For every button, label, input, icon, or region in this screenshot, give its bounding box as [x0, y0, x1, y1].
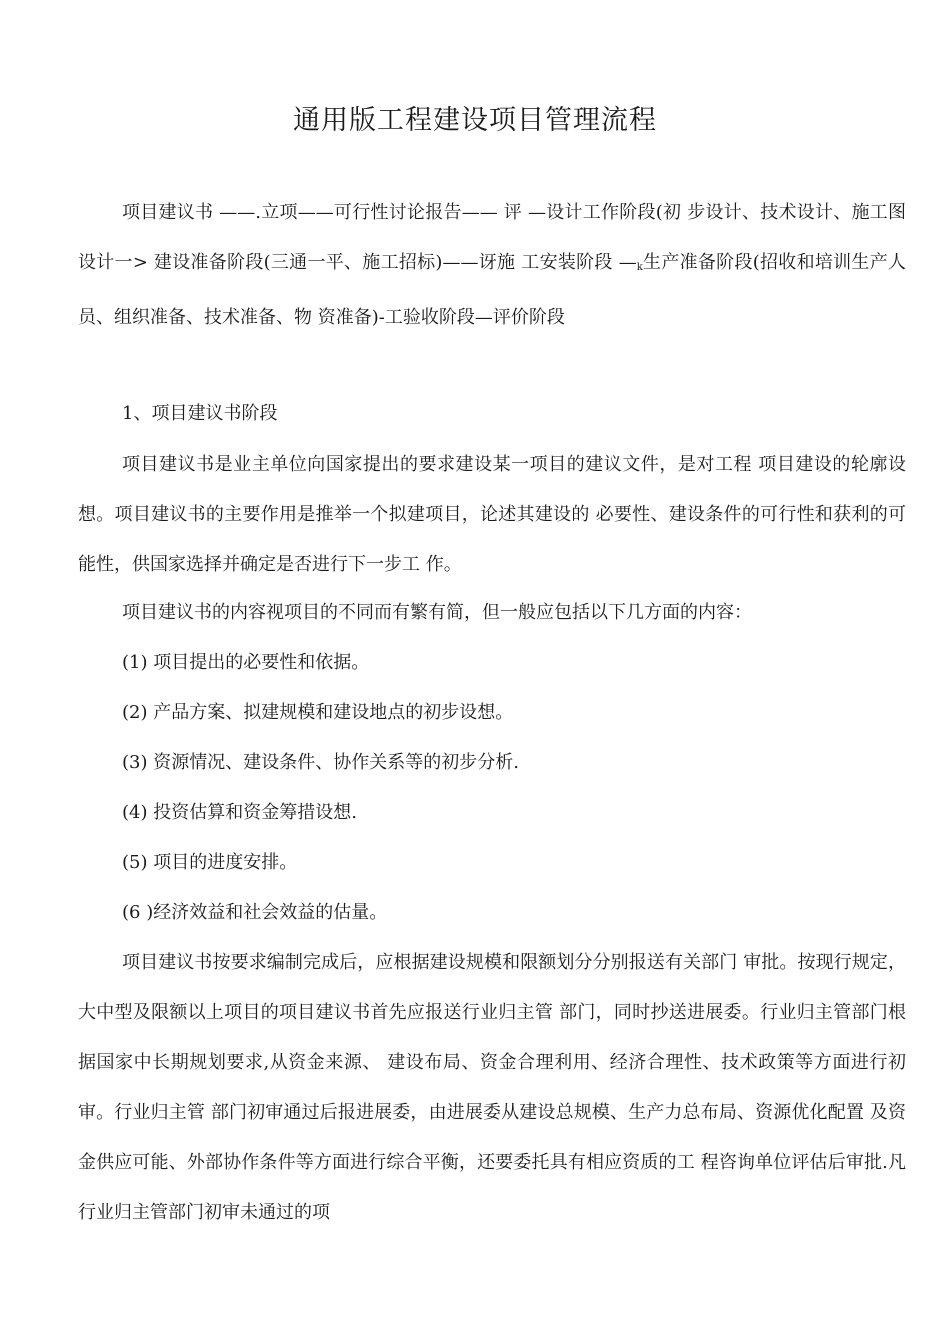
section-paragraph-2: 项目建议书的内容视项目的不同而有繁有简，但一般应包括以下几方面的内容： — [122, 602, 752, 623]
list-item: (2) 产品方案、拟建规模和建设地点的初步设想。 — [122, 702, 514, 723]
process-flow-paragraph — [78, 188, 906, 343]
list-item: (1) 项目提出的必要性和依据。 — [122, 652, 370, 673]
list-item: (4) 投资估算和资金筹措设想. — [122, 802, 357, 823]
section-paragraph-3: 项目建议书按要求编制完成后，应根据建设规模和限额划分分别报送有关部门 审批。按现行规定，大中型及限额以上项目的项目建议书首先应报送行业归主管 部门，同时抄送进展委。行业归主管部门根据国家中长期规划要求,从资金来源、 建设布局、资金合理利用、经济合理性、技术政策等方面进行初审。行业归主管 部门初审通过后报进展委，由进展委从建设总规模、生产力总布局、资源优化配置 及资金供应可能、外部协作条件等方面进行综合平衡，还要委托具有相应资质的工 程咨询单位评估后审批.凡行业归主管部门初审未通过的项 — [78, 952, 906, 1223]
process-flow-text-a: 项目建议书 ——.立项——可行性讨论报告—— 评 —设计工作阶段(初 步设计、技术设计、施工图设计一> 建设准备阶段(三通一平、施工招标)——讶施 工安装阶段 — — [78, 202, 906, 273]
document-title: 通用版工程建设项目管理流程 — [293, 105, 657, 136]
section-paragraph-1: 项目建议书是业主单位向国家提出的要求建设某一项目的建议文件，是对工程 项目建设的轮廓设想。项目建议书的主要作用是推举一个拟建项目，论述其建设的 必要性、建设条件的可行性和获利的可能性，供国家选择并确定是否进行下一步工 作。 — [78, 454, 906, 575]
process-flow-text-b: 生产准备阶段(招收和培训生产人员、组织准备、技术准备、物 资准备)-工验收阶段—评价阶段 — [78, 252, 906, 328]
process-flow-subscript: k — [636, 262, 643, 273]
list-item: (3) 资源情况、建设条件、协作关系等的初步分析. — [122, 752, 519, 773]
section-heading: 1、项目建议书阶段 — [122, 403, 278, 424]
list-item: (6 )经济效益和社会效益的估量。 — [122, 902, 388, 923]
list-item: (5) 项目的进度安排。 — [122, 852, 298, 873]
